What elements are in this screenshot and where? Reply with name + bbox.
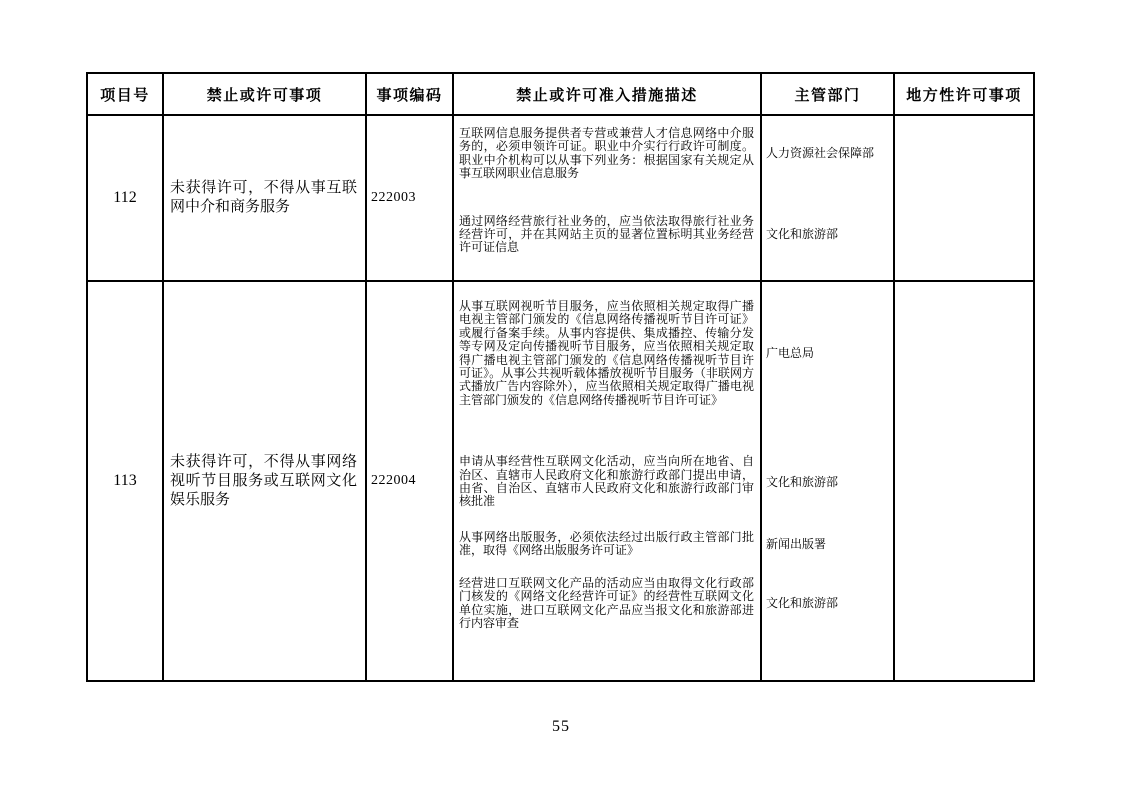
item-cell [162, 282, 365, 680]
department-label: 文化和旅游部 [766, 474, 839, 489]
measures-departments-cell [452, 282, 893, 680]
measure-desc: 从事互联网视听节目服务，应当依照相关规定取得广播电视主管部门颁发的《信息网络传播视听节目许可证》或履行备案手续。从事内容提供、集成播控、传输分发等专网及定向传播视听节目服务，应当依照相关规定取得广播电视主管部门颁发的《信息网络传播视听节目许可证》。从事公共视听载体播放视听节目服务（非联网方式播放广告内容除外），应当依照相关规定取得广播电视主管部门颁发的《信息网络传播视听节目许可证》 [459, 299, 754, 407]
measure-subrow [454, 127, 893, 181]
licensing-table [86, 72, 1035, 682]
department-label: 广电总局 [766, 346, 815, 361]
header-measure-desc: 禁止或许可准入措施描述 [452, 74, 760, 114]
measure-desc: 从事网络出版服务，必须依法经过出版行政主管部门批准，取得《网络出版服务许可证》 [459, 529, 754, 558]
header-department: 主管部门 [760, 74, 893, 114]
header-code: 事项编码 [365, 74, 452, 114]
measure-desc: 通过网络经营旅行社业务的，应当依法取得旅行社业务经营许可，并在其网站主页的显著位置标明其业务经营许可证信息 [459, 213, 754, 255]
column-divider [760, 116, 762, 280]
measure-subrow [454, 531, 893, 558]
code-cell [365, 116, 452, 280]
header-item: 禁止或许可事项 [162, 74, 365, 114]
department-label: 人力资源社会保障部 [766, 146, 875, 161]
header-project-no: 项目号 [100, 87, 150, 104]
table-row [88, 280, 1033, 680]
project-no-cell: 113 [113, 472, 137, 489]
measures-departments-cell [452, 116, 893, 280]
code-text: 222003 [371, 190, 416, 205]
measure-desc: 互联网信息服务提供者专营或兼营人才信息网络中介服务的，必须申领许可证。职业中介实行行政许可制度。职业中介机构可以从事下列业务：根据国家有关规定从事互联网职业信息服务 [459, 126, 754, 181]
code-cell [365, 282, 452, 680]
department-label: 文化和旅游部 [766, 596, 839, 610]
measure-subrow [454, 300, 893, 407]
local-licensing-cell [893, 282, 1033, 680]
department-label: 文化和旅游部 [766, 227, 839, 242]
project-no-cell: 112 [113, 189, 137, 206]
local-licensing-cell [893, 116, 1033, 280]
measure-desc: 申请从事经营性互联网文化活动，应当向所在地省、自治区、直辖市人民政府文化和旅游行政部门提出申请，由省、自治区、直辖市人民政府文化和旅游行政部门审核批准 [459, 454, 754, 509]
header-local-licensing: 地方性许可事项 [893, 74, 1033, 114]
item-cell [162, 116, 365, 280]
table-row [88, 114, 1033, 280]
table-header-row [88, 74, 1033, 114]
measure-subrow [454, 455, 893, 509]
department-label: 新闻出版署 [766, 536, 827, 551]
item-text: 未获得许可，不得从事互联网中介和商务服务 [170, 180, 357, 215]
item-text: 未获得许可，不得从事网络视听节目服务或互联网文化娱乐服务 [170, 453, 357, 508]
column-divider [760, 282, 762, 680]
code-text: 222004 [371, 473, 416, 488]
measure-desc: 经营进口互联网文化产品的活动应当由取得文化行政部门核发的《网络文化经营许可证》的经营性互联网文化单位实施，进口互联网文化产品应当报文化和旅游部进行内容审查 [459, 575, 754, 630]
measure-subrow [454, 577, 893, 631]
page-number: 55 [552, 718, 570, 735]
measure-subrow [454, 215, 893, 255]
